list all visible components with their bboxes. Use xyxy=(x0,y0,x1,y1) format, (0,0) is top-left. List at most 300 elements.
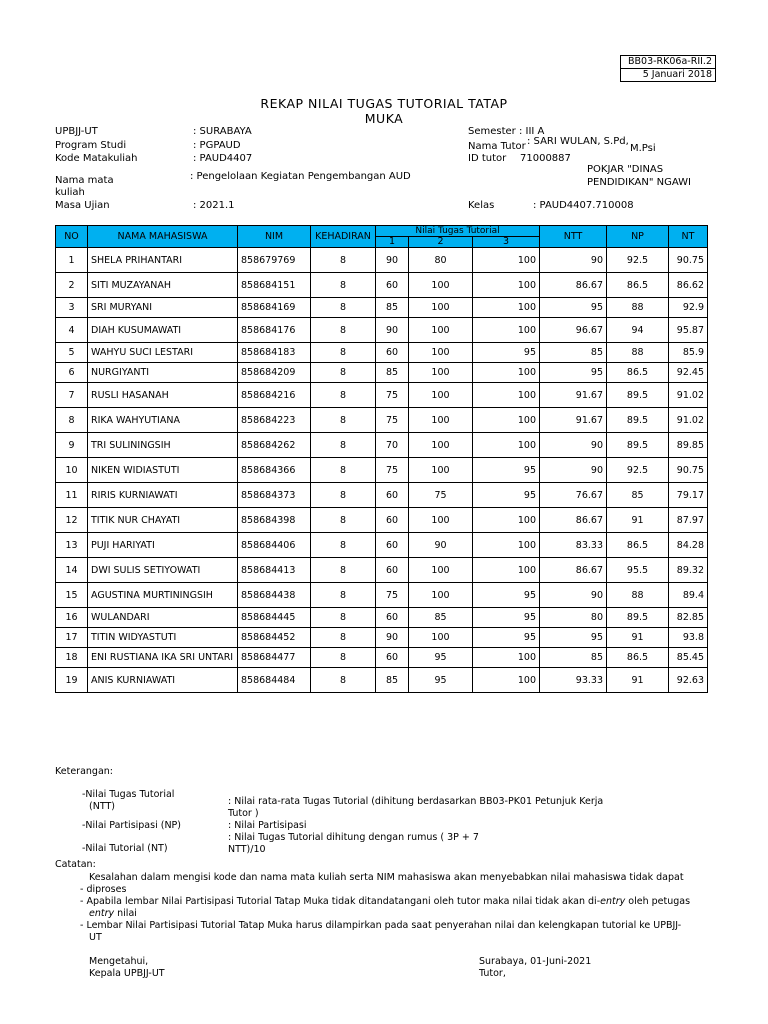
ntt-description: : Nilai rata-rata Tugas Tutorial (dihitung berdasarkan BB03-PK01 Petunjuk Kerja xyxy=(228,796,604,807)
cell-nama-text: ENI RUSTIANA IKA SRI UNTARI xyxy=(91,652,234,663)
nt-description-2: NTT)/10 xyxy=(228,844,266,855)
cell-no: 4 xyxy=(56,318,88,343)
cell-tugas-3: 100 xyxy=(473,248,540,273)
cell-np: 86.5 xyxy=(607,363,669,383)
keterangan-title: Keterangan: xyxy=(55,766,113,777)
pokjar-line2: PENDIDIKAN" NGAWI xyxy=(587,177,691,188)
catatan-title: Catatan: xyxy=(55,859,96,870)
table-row xyxy=(56,483,708,508)
cell-kehadiran: 8 xyxy=(311,648,376,668)
catatan-2b-text: nilai xyxy=(114,908,137,919)
cell-tugas-1: 60 xyxy=(376,648,409,668)
cell-tugas-2: 75 xyxy=(409,483,473,508)
cell-nt xyxy=(669,608,708,628)
cell-np: 92.5 xyxy=(607,248,669,273)
cell-tugas-3: 100 xyxy=(473,508,540,533)
cell-ntt xyxy=(540,668,607,693)
cell-nim: 858684406 xyxy=(238,533,311,558)
cell-kehadiran: 8 xyxy=(311,458,376,483)
cell-no: 19 xyxy=(56,668,88,693)
cell-tugas-2: 100 xyxy=(409,343,473,363)
cell-ntt-text: 86.67 xyxy=(575,564,603,576)
cell-nt xyxy=(669,483,708,508)
cell-nama xyxy=(88,628,238,648)
cell-ntt: 85 xyxy=(540,648,607,668)
cell-nt-text: 89.32 xyxy=(676,564,704,576)
cell-nt xyxy=(669,668,708,693)
cell-np: 89.5 xyxy=(607,383,669,408)
header-nim: NIM xyxy=(238,226,311,248)
cell-ntt-text: 76.67 xyxy=(575,489,603,501)
cell-tugas-1: 60 xyxy=(376,608,409,628)
kepala-upbjj: Kepala UPBJJ-UT xyxy=(89,968,165,979)
cell-kehadiran: 8 xyxy=(311,318,376,343)
cell-nama xyxy=(88,383,238,408)
catatan-2-text: - Apabila lembar Nilai Partisipasi Tutorial Tatap Muka tidak ditandatangani oleh tutor maka nilai tidak akan di- xyxy=(80,896,601,907)
cell-tugas-1: 60 xyxy=(376,508,409,533)
table-row xyxy=(56,433,708,458)
cell-nim: 858684398 xyxy=(238,508,311,533)
np-description: : Nilai Partisipasi xyxy=(228,820,307,831)
table-row xyxy=(56,608,708,628)
cell-nt xyxy=(669,273,708,298)
ntt-label: -Nilai Tugas Tutorial xyxy=(82,789,175,800)
cell-np: 89.5 xyxy=(607,408,669,433)
cell-nim: 858684209 xyxy=(238,363,311,383)
cell-tugas-3: 100 xyxy=(473,363,540,383)
cell-tugas-2: 85 xyxy=(409,608,473,628)
cell-nama xyxy=(88,668,238,693)
table-row xyxy=(56,343,708,363)
cell-nim: 858684183 xyxy=(238,343,311,363)
cell-np: 88 xyxy=(607,583,669,608)
cell-nama-text: DIAH KUSUMAWATI xyxy=(91,324,182,336)
cell-np: 86.5 xyxy=(607,273,669,298)
cell-np: 85 xyxy=(607,483,669,508)
cell-np: 86.5 xyxy=(607,648,669,668)
cell-kehadiran: 8 xyxy=(311,583,376,608)
table-row xyxy=(56,628,708,648)
cell-ntt-text: 91.67 xyxy=(575,389,603,401)
cell-no: 15 xyxy=(56,583,88,608)
cell-ntt: 95 xyxy=(540,363,607,383)
cell-nt-text: 92.63 xyxy=(676,674,704,686)
cell-kehadiran: 8 xyxy=(311,508,376,533)
cell-kehadiran: 8 xyxy=(311,273,376,298)
catatan-2-text-end: oleh petugas xyxy=(625,896,691,907)
id-tutor-label: ID tutor xyxy=(468,153,507,164)
cell-nama-text: AGUSTINA MURTININGSIH xyxy=(91,589,213,601)
cell-no: 3 xyxy=(56,298,88,318)
cell-tugas-1: 75 xyxy=(376,383,409,408)
catatan-1b: - diproses xyxy=(80,884,127,895)
cell-kehadiran: 8 xyxy=(311,608,376,628)
cell-nt: 92.9 xyxy=(669,298,708,318)
cell-tugas-1: 90 xyxy=(376,248,409,273)
cell-kehadiran: 8 xyxy=(311,298,376,318)
mengetahui: Mengetahui, xyxy=(89,956,149,967)
cell-nim: 858684484 xyxy=(238,668,311,693)
cell-nim: 858684373 xyxy=(238,483,311,508)
cell-nt-text: 90.75 xyxy=(676,464,704,476)
cell-np: 89.5 xyxy=(607,433,669,458)
cell-tugas-3: 95 xyxy=(473,343,540,363)
cell-nama-text: SITI MUZAYANAH xyxy=(91,279,172,291)
cell-nt-text: 86.62 xyxy=(676,279,704,291)
cell-tugas-1: 90 xyxy=(376,628,409,648)
cell-no: 13 xyxy=(56,533,88,558)
cell-ntt-text: 96.67 xyxy=(575,324,603,336)
cell-no: 17 xyxy=(56,628,88,648)
header-nama: NAMA MAHASISWA xyxy=(88,226,238,248)
table-row xyxy=(56,558,708,583)
cell-tugas-2: 100 xyxy=(409,628,473,648)
cell-kehadiran: 8 xyxy=(311,408,376,433)
cell-tugas-1: 75 xyxy=(376,458,409,483)
cell-tugas-2: 100 xyxy=(409,583,473,608)
id-tutor-value: 71000887 xyxy=(520,153,571,164)
cell-tugas-2: 100 xyxy=(409,458,473,483)
cell-nim: 858684445 xyxy=(238,608,311,628)
cell-nama xyxy=(88,408,238,433)
cell-ntt xyxy=(540,408,607,433)
cell-nama-text: ANIS KURNIAWATI xyxy=(91,674,176,686)
cell-no: 7 xyxy=(56,383,88,408)
cell-tugas-2: 100 xyxy=(409,273,473,298)
cell-ntt-text: 83.33 xyxy=(575,539,603,551)
kelas-value: : PAUD4407.710008 xyxy=(533,200,634,211)
nama-mk-value: : Pengelolaan Kegiatan Pengembangan AUD xyxy=(190,171,411,182)
cell-tugas-1: 60 xyxy=(376,343,409,363)
cell-tugas-2: 100 xyxy=(409,318,473,343)
cell-nama xyxy=(88,318,238,343)
nama-mk-label: Nama mata xyxy=(55,175,114,186)
cell-nama-text: RIKA WAHYUTIANA xyxy=(91,414,180,426)
table-row xyxy=(56,508,708,533)
cell-nama xyxy=(88,363,238,383)
cell-nt xyxy=(669,648,708,668)
cell-nt xyxy=(669,363,708,383)
cell-nama-text: TITIN WIDYASTUTI xyxy=(91,632,177,643)
masa-ujian-value: : 2021.1 xyxy=(193,200,235,211)
nt-label: -Nilai Tutorial (NT) xyxy=(82,843,168,854)
cell-nt-text: 82.85 xyxy=(676,612,704,623)
cell-nama xyxy=(88,248,238,273)
cell-tugas-3: 100 xyxy=(473,383,540,408)
cell-tugas-1: 75 xyxy=(376,583,409,608)
cell-nama-text: TRI SULININGSIH xyxy=(91,439,171,451)
cell-tugas-3: 95 xyxy=(473,458,540,483)
cell-kehadiran: 8 xyxy=(311,628,376,648)
cell-nt xyxy=(669,433,708,458)
semester: Semester : III A xyxy=(468,126,545,137)
cell-ntt xyxy=(540,558,607,583)
cell-nama xyxy=(88,458,238,483)
document-date: 5 Januari 2018 xyxy=(621,68,715,81)
cell-nt xyxy=(669,533,708,558)
table-row xyxy=(56,383,708,408)
cell-kehadiran: 8 xyxy=(311,363,376,383)
ntt-description-2: Tutor ) xyxy=(228,808,259,819)
cell-nt xyxy=(669,458,708,483)
catatan-1: Kesalahan dalam mengisi kode dan nama mata kuliah serta NIM mahasiswa akan menyebabkan nilai mahasiswa tidak dapat xyxy=(89,872,684,883)
cell-tugas-1: 90 xyxy=(376,318,409,343)
cell-no: 12 xyxy=(56,508,88,533)
cell-kehadiran: 8 xyxy=(311,558,376,583)
cell-tugas-2: 100 xyxy=(409,363,473,383)
upbjj-label: UPBJJ-UT xyxy=(55,126,98,137)
table-row xyxy=(56,248,708,273)
cell-tugas-3: 100 xyxy=(473,533,540,558)
cell-np: 95.5 xyxy=(607,558,669,583)
cell-nama-text: DWI SULIS SETIYOWATI xyxy=(91,564,201,576)
cell-nt xyxy=(669,318,708,343)
cell-no: 5 xyxy=(56,343,88,363)
cell-tugas-1: 60 xyxy=(376,483,409,508)
cell-ntt: 90 xyxy=(540,583,607,608)
header-nilai-tugas: Nilai Tugas Tutorial xyxy=(376,226,540,237)
table-row xyxy=(56,363,708,383)
page-title: REKAP NILAI TUGAS TUTORIAL TATAP xyxy=(260,96,508,111)
cell-nama xyxy=(88,608,238,628)
cell-tugas-2: 100 xyxy=(409,433,473,458)
cell-no: 16 xyxy=(56,608,88,628)
cell-no: 2 xyxy=(56,273,88,298)
cell-nt-text: 90.75 xyxy=(676,254,704,266)
cell-np: 92.5 xyxy=(607,458,669,483)
cell-tugas-3: 100 xyxy=(473,668,540,693)
cell-nt-text: 89.85 xyxy=(676,439,704,451)
kode-value: : PAUD4407 xyxy=(193,153,253,164)
cell-nama xyxy=(88,298,238,318)
prodi-value: : PGPAUD xyxy=(193,140,241,151)
cell-tugas-1: 60 xyxy=(376,533,409,558)
tutor-label: Nama Tutor xyxy=(468,141,526,152)
table-row xyxy=(56,298,708,318)
cell-ntt xyxy=(540,318,607,343)
header-kehadiran: KEHADIRAN xyxy=(311,226,376,248)
cell-no: 8 xyxy=(56,408,88,433)
cell-tugas-3: 100 xyxy=(473,558,540,583)
cell-nt-text: 91.02 xyxy=(676,389,704,401)
nama-mk-label-2: kuliah xyxy=(55,187,85,198)
cell-nim: 858684176 xyxy=(238,318,311,343)
table-row xyxy=(56,458,708,483)
cell-nama xyxy=(88,533,238,558)
cell-nim: 858684216 xyxy=(238,383,311,408)
cell-tugas-3: 100 xyxy=(473,433,540,458)
cell-tugas-3: 95 xyxy=(473,483,540,508)
cell-ntt: 85 xyxy=(540,343,607,363)
cell-nama-text: RIRIS KURNIAWATI xyxy=(91,489,178,501)
cell-nama xyxy=(88,433,238,458)
cell-nt-text: 91.02 xyxy=(676,414,704,426)
upbjj-value: : SURABAYA xyxy=(193,126,252,137)
cell-np: 91 xyxy=(607,508,669,533)
cell-np: 88 xyxy=(607,343,669,363)
cell-nim: 858684262 xyxy=(238,433,311,458)
prodi-label: Program Studi xyxy=(55,140,127,151)
catatan-2b-entry: entry xyxy=(89,908,115,919)
cell-ntt-text: 86.67 xyxy=(575,279,603,291)
cell-tugas-1: 70 xyxy=(376,433,409,458)
cell-nim: 858684452 xyxy=(238,628,311,648)
cell-nim: 858684151 xyxy=(238,273,311,298)
cell-nt: 89.4 xyxy=(669,583,708,608)
cell-nama xyxy=(88,558,238,583)
cell-ntt: 90 xyxy=(540,433,607,458)
cell-ntt-text: 91.67 xyxy=(575,414,603,426)
document-code: BB03-RK06a-RII.2 xyxy=(628,56,712,67)
table-row xyxy=(56,273,708,298)
pokjar-line1: POKJAR "DINAS xyxy=(587,164,664,175)
cell-no: 6 xyxy=(56,363,88,383)
cell-tugas-2: 90 xyxy=(409,533,473,558)
catatan-3b: UT xyxy=(89,932,102,943)
cell-nama-text: SRI MURYANI xyxy=(91,302,153,313)
cell-tugas-2: 95 xyxy=(409,648,473,668)
cell-nt-text: 92.45 xyxy=(676,367,704,378)
cell-ntt xyxy=(540,508,607,533)
cell-nt: 85.9 xyxy=(669,343,708,363)
cell-tugas-1: 60 xyxy=(376,273,409,298)
cell-tugas-3: 100 xyxy=(473,648,540,668)
cell-np: 88 xyxy=(607,298,669,318)
grades-table xyxy=(55,225,708,693)
header-tugas-2: 2 xyxy=(409,237,473,248)
tutor-suffix: M.Psi xyxy=(630,143,656,154)
nt-description: : Nilai Tugas Tutorial dihitung dengan rumus ( 3P + 7 xyxy=(228,832,479,843)
cell-np: 94 xyxy=(607,318,669,343)
cell-no: 10 xyxy=(56,458,88,483)
table-row xyxy=(56,533,708,558)
cell-nim: 858684438 xyxy=(238,583,311,608)
cell-no: 1 xyxy=(56,248,88,273)
cell-ntt: 80 xyxy=(540,608,607,628)
cell-tugas-2: 100 xyxy=(409,408,473,433)
ntt-label-2: (NTT) xyxy=(89,801,115,812)
table-row xyxy=(56,408,708,433)
header-nt: NT xyxy=(669,226,708,248)
cell-kehadiran: 8 xyxy=(311,533,376,558)
cell-ntt xyxy=(540,533,607,558)
cell-tugas-1: 85 xyxy=(376,298,409,318)
catatan-2b xyxy=(89,908,137,920)
cell-np: 86.5 xyxy=(607,533,669,558)
cell-nt xyxy=(669,383,708,408)
cell-nt xyxy=(669,408,708,433)
cell-nt xyxy=(669,248,708,273)
catatan-3: - Lembar Nilai Partisipasi Tutorial Tatap Muka harus dilampirkan pada saat penyerahan nilai dan kelengkapan tutorial ke UPBJJ- xyxy=(80,920,682,931)
cell-nama xyxy=(88,273,238,298)
cell-tugas-1: 85 xyxy=(376,668,409,693)
cell-tugas-3: 100 xyxy=(473,318,540,343)
cell-np: 89.5 xyxy=(607,608,669,628)
document-code-box xyxy=(620,55,716,82)
cell-ntt-text: 86.67 xyxy=(575,514,603,526)
cell-kehadiran: 8 xyxy=(311,433,376,458)
cell-np: 91 xyxy=(607,628,669,648)
table-row xyxy=(56,648,708,668)
kelas-label: Kelas xyxy=(468,200,495,211)
cell-nt xyxy=(669,508,708,533)
cell-nim: 858684169 xyxy=(238,298,311,318)
np-label: -Nilai Partisipasi (NP) xyxy=(82,820,181,831)
header-ntt: NTT xyxy=(540,226,607,248)
cell-nama-text: NURGIYANTI xyxy=(91,367,150,378)
cell-nim: 858684413 xyxy=(238,558,311,583)
cell-ntt xyxy=(540,273,607,298)
cell-no: 18 xyxy=(56,648,88,668)
cell-nim: 858684366 xyxy=(238,458,311,483)
header-tugas-1: 1 xyxy=(376,237,409,248)
cell-nt: 93.8 xyxy=(669,628,708,648)
header-tugas-3: 3 xyxy=(473,237,540,248)
catatan-2-entry: entry xyxy=(600,896,626,907)
cell-nama-text: WAHYU SUCI LESTARI xyxy=(91,347,194,358)
cell-nama-text: PUJI HARIYATI xyxy=(91,539,155,551)
cell-kehadiran: 8 xyxy=(311,668,376,693)
cell-tugas-3: 95 xyxy=(473,583,540,608)
cell-nama-text: NIKEN WIDIASTUTI xyxy=(91,464,180,476)
cell-ntt: 90 xyxy=(540,458,607,483)
cell-tugas-2: 100 xyxy=(409,558,473,583)
catatan-2 xyxy=(80,896,690,908)
grades-table-body xyxy=(56,248,708,693)
cell-nama xyxy=(88,583,238,608)
cell-nama xyxy=(88,648,238,668)
cell-nim: 858679769 xyxy=(238,248,311,273)
cell-nama-text: TITIK NUR CHAYATI xyxy=(91,514,181,526)
cell-nt-text: 84.28 xyxy=(676,539,704,551)
cell-tugas-2: 100 xyxy=(409,298,473,318)
header-no: NO xyxy=(56,226,88,248)
cell-kehadiran: 8 xyxy=(311,483,376,508)
cell-nim: 858684477 xyxy=(238,648,311,668)
page-title-line2: MUKA xyxy=(364,111,404,126)
cell-kehadiran: 8 xyxy=(311,383,376,408)
cell-ntt: 95 xyxy=(540,298,607,318)
cell-tugas-2: 100 xyxy=(409,508,473,533)
cell-tugas-3: 100 xyxy=(473,408,540,433)
cell-nt-text: 95.87 xyxy=(676,324,704,336)
cell-tugas-3: 100 xyxy=(473,298,540,318)
table-row xyxy=(56,583,708,608)
cell-tugas-1: 85 xyxy=(376,363,409,383)
cell-ntt-text: 93.33 xyxy=(575,674,603,686)
header-np: NP xyxy=(607,226,669,248)
cell-ntt: 90 xyxy=(540,248,607,273)
cell-tugas-1: 75 xyxy=(376,408,409,433)
cell-tugas-2: 100 xyxy=(409,383,473,408)
masa-ujian-label: Masa Ujian xyxy=(55,200,110,211)
tutor-signature-label: Tutor, xyxy=(479,968,506,979)
cell-tugas-2: 80 xyxy=(409,248,473,273)
cell-no: 14 xyxy=(56,558,88,583)
table-row xyxy=(56,668,708,693)
cell-nt-text: 85.45 xyxy=(676,652,704,663)
cell-kehadiran: 8 xyxy=(311,343,376,363)
cell-nama-text: RUSLI HASANAH xyxy=(91,389,169,401)
cell-ntt xyxy=(540,383,607,408)
cell-nama xyxy=(88,508,238,533)
cell-no: 11 xyxy=(56,483,88,508)
cell-kehadiran: 8 xyxy=(311,248,376,273)
cell-tugas-1: 60 xyxy=(376,558,409,583)
place-date: Surabaya, 01-Juni-2021 xyxy=(479,956,592,967)
cell-nama xyxy=(88,483,238,508)
cell-nt-text: 79.17 xyxy=(676,489,704,501)
